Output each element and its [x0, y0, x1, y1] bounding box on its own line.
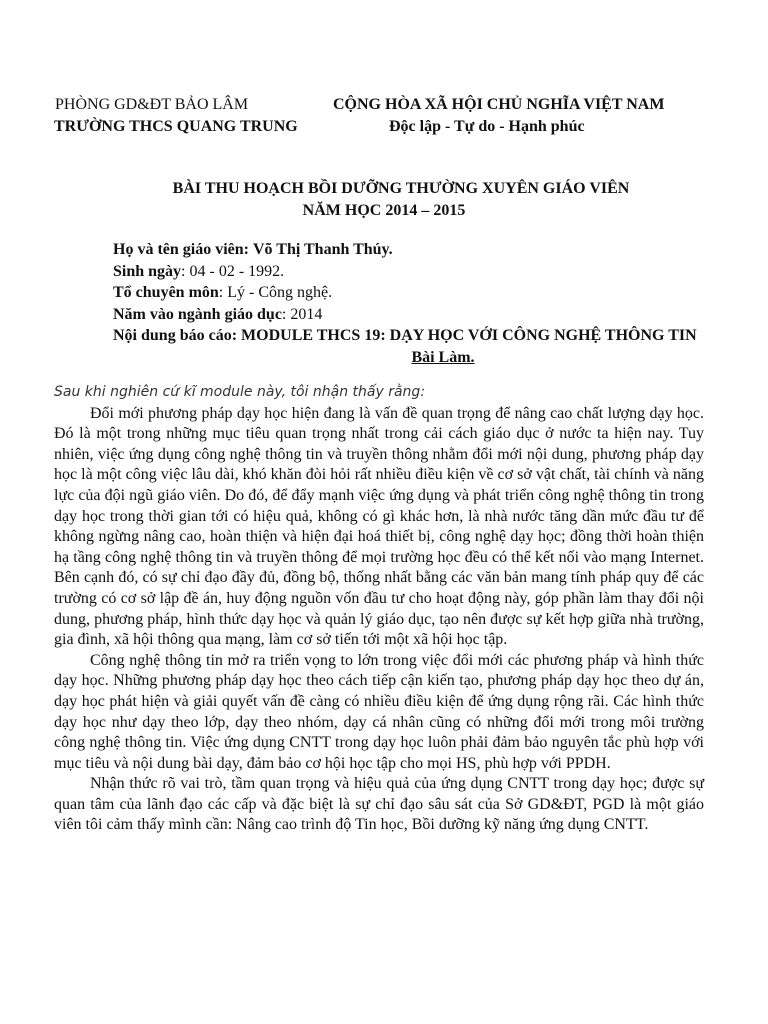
info-row-year	[113, 304, 733, 326]
section-heading: Bài Làm.	[411, 348, 475, 366]
content-label: Nội dung báo cáo:	[113, 327, 238, 344]
teacher-info	[113, 239, 733, 368]
dept-value: : Lý - Công nghệ.	[218, 284, 333, 301]
department-name: PHÒNG GD&ĐT BẢO LÂM	[55, 96, 249, 113]
title-line-1: BÀI THU HOẠCH BỒI DƯỠNG THƯỜNG XUYÊN GIÁO VIÊN	[172, 180, 630, 197]
intro-line: Sau khi nghiên cứ kĩ module này, tôi nhận thấy rằng:	[54, 384, 426, 400]
dob-value: : 04 - 02 - 1992.	[181, 262, 285, 280]
info-row-name	[113, 239, 733, 261]
info-row-dob	[113, 261, 733, 283]
paragraph: Nhận thức rõ vai trò, tầm quan trọng và hiệu quả của ứng dụng CNTT trong dạy học; được sự quan tâm của lãnh đạo các cấp và đặc biệt là sự chỉ đạo sâu sát của Sở GD&ĐT, PGD là một giáo viên tôi cảm thấy mình cần: Nâng cao trình độ Tin học, Bồi dưỡng kỹ năng ứng dụng CNTT.	[54, 775, 704, 834]
paragraph: Công nghệ thông tin mở ra triển vọng to lớn trong việc đổi mới các phương pháp và hình thức dạy học. Những phương pháp dạy học theo cách tiếp cận kiến tạo, phương pháp dạy học theo dự án, dạy học phát hiện và giải quyết vấn đề càng có nhiều điều kiện để ứng dụng rộng rãi. Các hình thức dạy học như dạy theo lớp, dạy theo nhóm, dạy cá nhân cũng có những đổi mới trong môi trường công nghệ thông tin. Việc ứng dụng CNTT trong dạy học luôn phải đảm bảo nguyên tắc phù hợp với mục tiêu và nội dung bài dạy, đảm bảo cơ hội học tập cho mọi HS, phù hợp với PPDH.	[54, 651, 704, 772]
name-value: Võ Thị Thanh Thúy.	[253, 241, 393, 258]
national-motto: Độc lập - Tự do - Hạnh phúc	[389, 118, 585, 135]
info-row-dept	[113, 282, 733, 304]
national-header	[333, 94, 664, 138]
name-label: Họ và tên giáo viên:	[113, 241, 249, 258]
paragraph: Đổi mới phương pháp dạy học hiện đang là vấn đề quan trọng để nâng cao chất lượng dạy học. Đó là một trong những mục tiêu quan trọng nhất trong cải cách giáo dục ở nước ta hiện nay. Tuy nhiên, việc ứng dụng công nghệ thông tin và truyền thông nhằm đổi mới nội dung, phương pháp dạy học là một công việc lâu dài, khó khăn đòi hỏi rất nhiều điều kiện về cơ sở vật chất, tài chính và năng lực của đội ngũ giáo viên. Do đó, để đẩy mạnh việc ứng dụng và phát triển công nghệ thông tin trong dạy học trong thời gian tới có hiệu quả, không có gì khác hơn, là nhà nước tăng dần mức đầu tư để không ngừng nâng cao, hoàn thiện và hiện đại hoá thiết bị, công nghệ dạy học; đồng thời hoàn thiện hạ tầng công nghệ thông tin và truyền thông để mọi trường học đều có thể kết nối vào mạng Internet. Bên cạnh đó, có sự chỉ đạo đầy đủ, đồng bộ, thống nhất bằng các văn bản mang tính pháp quy để các trường có cơ sở lập đề án, huy động nguồn vốn đầu tư cho hoạt động này, góp phần làm thay đổi nội dung, phương pháp, hình thức dạy học và quản lý giáo dục, tạo nên được sự kết hợp giữa nhà trường, gia đình, xã hội thông qua mạng, làm cơ sở tiến tới một xã hội học tập.	[54, 404, 704, 649]
report-body	[54, 382, 704, 836]
national-title: CỘNG HÒA XÃ HỘI CHỦ NGHĨA VIỆT NAM	[333, 96, 665, 113]
title-line-2: NĂM HỌC 2014 – 2015	[302, 202, 466, 219]
dept-label: Tổ chuyên môn	[113, 284, 219, 301]
school-name: TRƯỜNG THCS QUANG TRUNG	[54, 118, 298, 135]
year-label: Năm vào ngành giáo dục	[113, 305, 282, 323]
document-title	[0, 178, 768, 222]
school-header	[54, 94, 298, 138]
year-value: : 2014	[281, 305, 323, 323]
dob-label: Sinh ngày	[113, 262, 182, 280]
info-row-content	[113, 325, 733, 347]
content-value: MODULE THCS 19: DẠY HỌC VỚI CÔNG NGHỆ THÔNG TIN	[241, 327, 697, 344]
